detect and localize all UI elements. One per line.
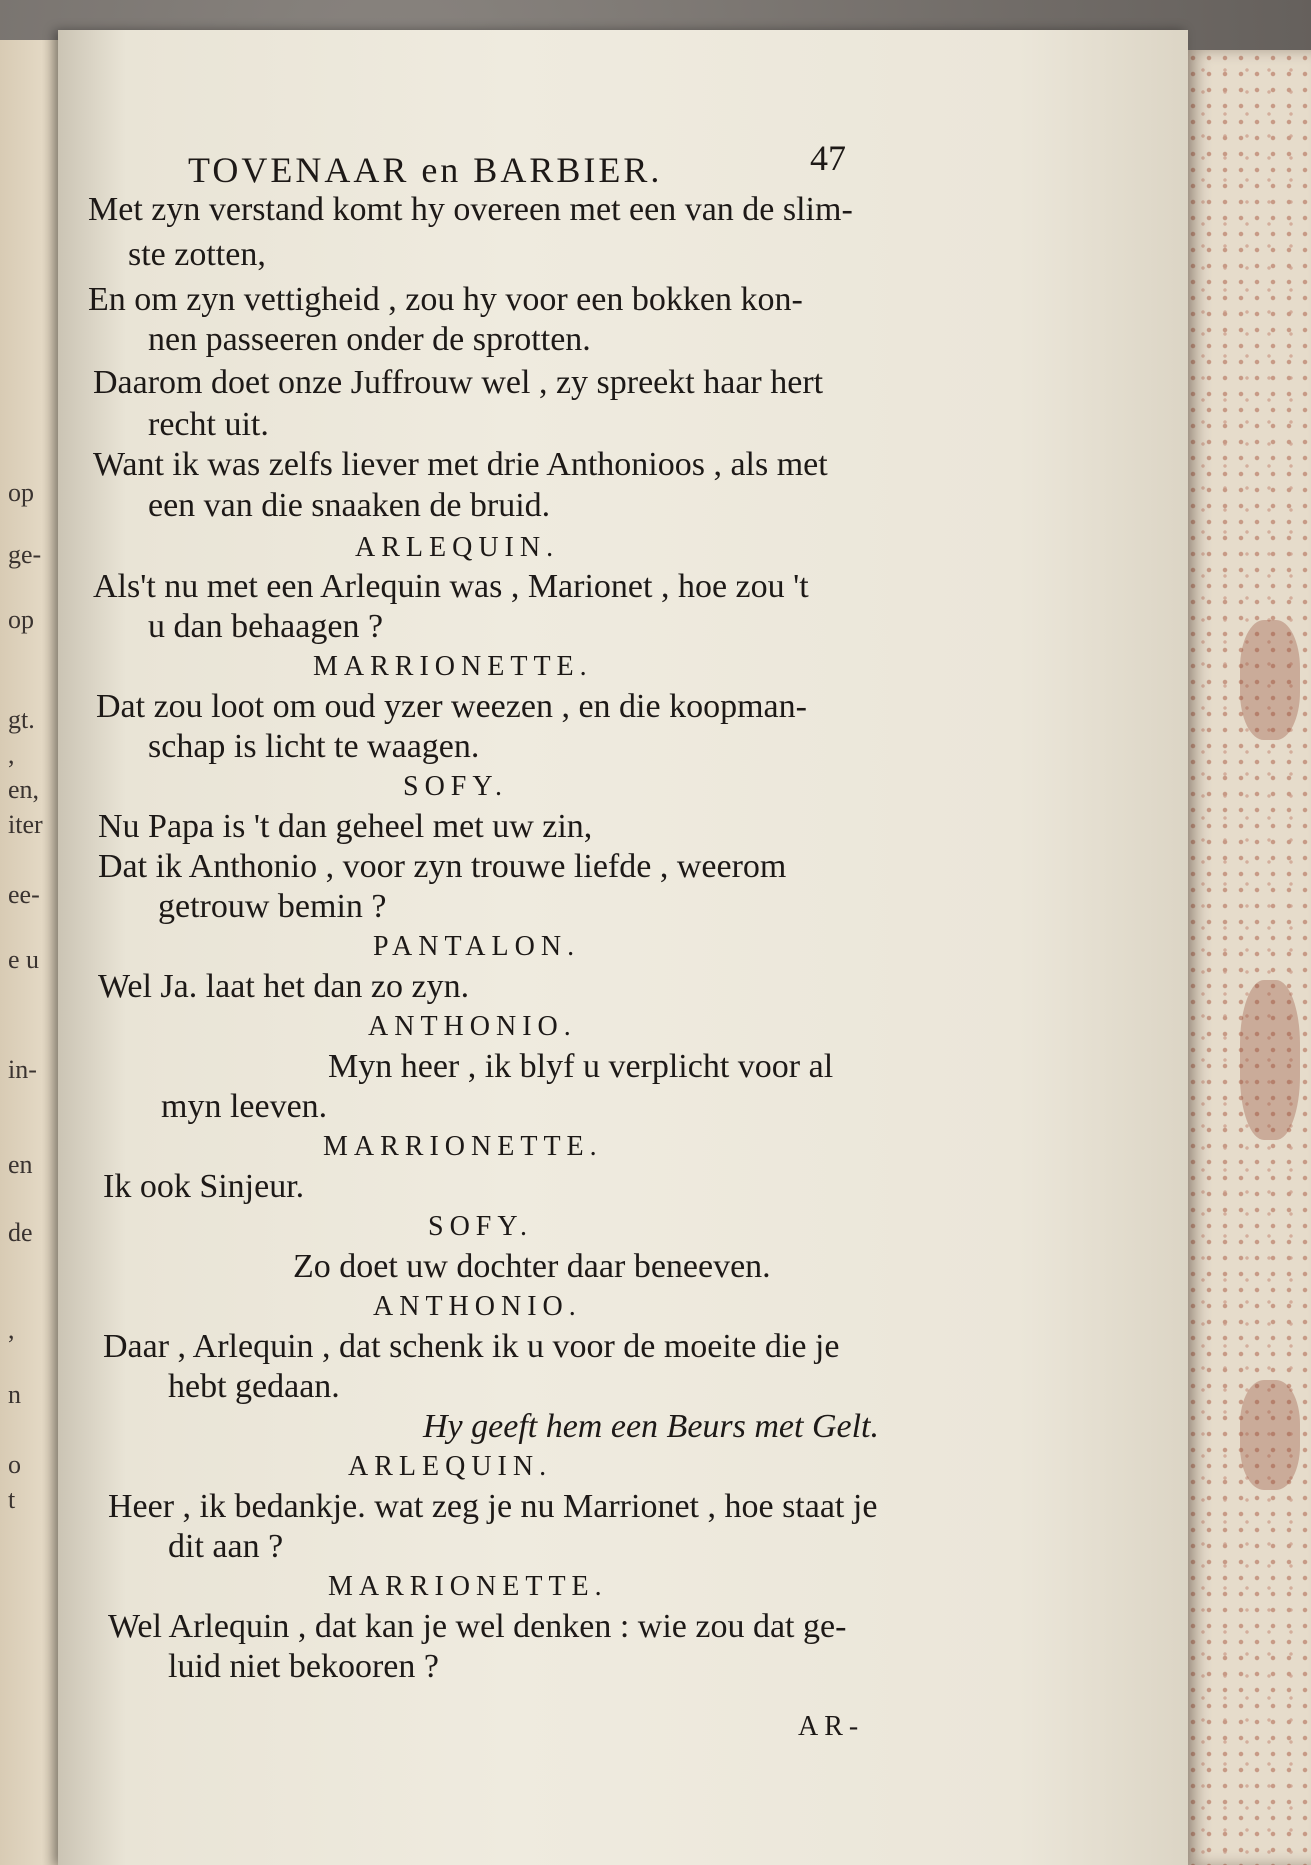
speaker-label: SOFY. <box>403 771 508 802</box>
text-line: Wel Arlequin , dat kan je wel denken : wie zou dat ge- <box>108 1608 847 1645</box>
page-number: 47 <box>810 138 846 178</box>
speaker-label: PANTALON. <box>373 931 581 962</box>
edge-stain <box>1240 980 1300 1140</box>
margin-fragment: , <box>8 1315 15 1344</box>
text-line: dit aan ? <box>168 1528 284 1565</box>
text-line: Met zyn verstand komt hy overeen met een van de slim- <box>88 191 853 228</box>
text-line: recht uit. <box>148 406 269 443</box>
margin-fragment: ee- <box>8 880 40 909</box>
margin-fragment: e u <box>8 945 40 974</box>
text-line: Dat ik Anthonio , voor zyn trouwe liefde , weerom <box>98 848 787 885</box>
text-line: een van die snaaken de bruid. <box>148 487 551 524</box>
text-line: Ik ook Sinjeur. <box>103 1168 305 1205</box>
book-page <box>58 30 1188 1865</box>
margin-fragment: iter <box>8 810 43 839</box>
stage-direction: Hy geeft hem een Beurs met Gelt. <box>423 1408 879 1445</box>
margin-fragment: n <box>8 1380 21 1409</box>
text-line: luid niet bekooren ? <box>168 1648 439 1685</box>
text-line: ste zotten, <box>128 236 266 273</box>
edge-stain <box>1240 1380 1300 1490</box>
running-title: TOVENAAR en BARBIER. <box>188 150 663 190</box>
book-edge-decorated <box>1185 50 1311 1865</box>
catchword: AR- <box>798 1711 865 1742</box>
speaker-label: MARRIONETTE. <box>328 1571 608 1602</box>
margin-fragment: o <box>8 1450 21 1479</box>
margin-fragment: gt. <box>8 705 35 734</box>
margin-fragment: , <box>8 740 15 769</box>
margin-fragment: in- <box>8 1055 37 1084</box>
text-line: Als't nu met een Arlequin was , Marionet , hoe zou 't <box>93 568 809 605</box>
text-line: myn leeven. <box>161 1088 328 1125</box>
text-line: Want ik was zelfs liever met drie Anthonioos , als met <box>93 446 828 483</box>
text-line: nen passeeren onder de sprotten. <box>148 321 591 358</box>
text-line: Dat zou loot om oud yzer weezen , en die koopman- <box>96 688 807 725</box>
text-line: Heer , ik bedankje. wat zeg je nu Marrionet , hoe staat je <box>108 1488 878 1525</box>
text-line: Daar , Arlequin , dat schenk ik u voor de moeite die je <box>103 1328 840 1365</box>
text-line: Nu Papa is 't dan geheel met uw zin, <box>98 808 593 845</box>
text-line: schap is licht te waagen. <box>148 728 480 765</box>
edge-stain <box>1240 620 1300 740</box>
text-line: Wel Ja. laat het dan zo zyn. <box>98 968 470 1005</box>
speaker-label: ARLEQUIN. <box>348 1451 553 1482</box>
text-line: En om zyn vettigheid , zou hy voor een bokken kon- <box>88 281 803 318</box>
text-line: getrouw bemin ? <box>158 888 387 925</box>
speaker-label: MARRIONETTE. <box>313 651 593 682</box>
margin-fragment: en, <box>8 775 40 804</box>
text-line: Daarom doet onze Juffrouw wel , zy spreekt haar hert <box>93 364 824 401</box>
margin-fragment: de <box>8 1218 33 1247</box>
margin-fragment: t <box>8 1485 16 1514</box>
text-line: u dan behaagen ? <box>148 608 384 645</box>
text-line: Zo doet uw dochter daar beneeven. <box>293 1248 771 1285</box>
text-line: Myn heer , ik blyf u verplicht voor al <box>328 1048 834 1085</box>
speaker-label: ARLEQUIN. <box>355 532 560 563</box>
margin-fragment: op <box>8 605 34 634</box>
margin-fragment: ge- <box>8 540 42 569</box>
margin-fragment: en <box>8 1150 33 1179</box>
speaker-label: MARRIONETTE. <box>323 1131 603 1162</box>
speaker-label: SOFY. <box>428 1211 533 1242</box>
text-line: hebt gedaan. <box>168 1368 340 1405</box>
speaker-label: ANTHONIO. <box>368 1011 577 1042</box>
speaker-label: ANTHONIO. <box>373 1291 582 1322</box>
margin-fragment: op <box>8 478 34 507</box>
